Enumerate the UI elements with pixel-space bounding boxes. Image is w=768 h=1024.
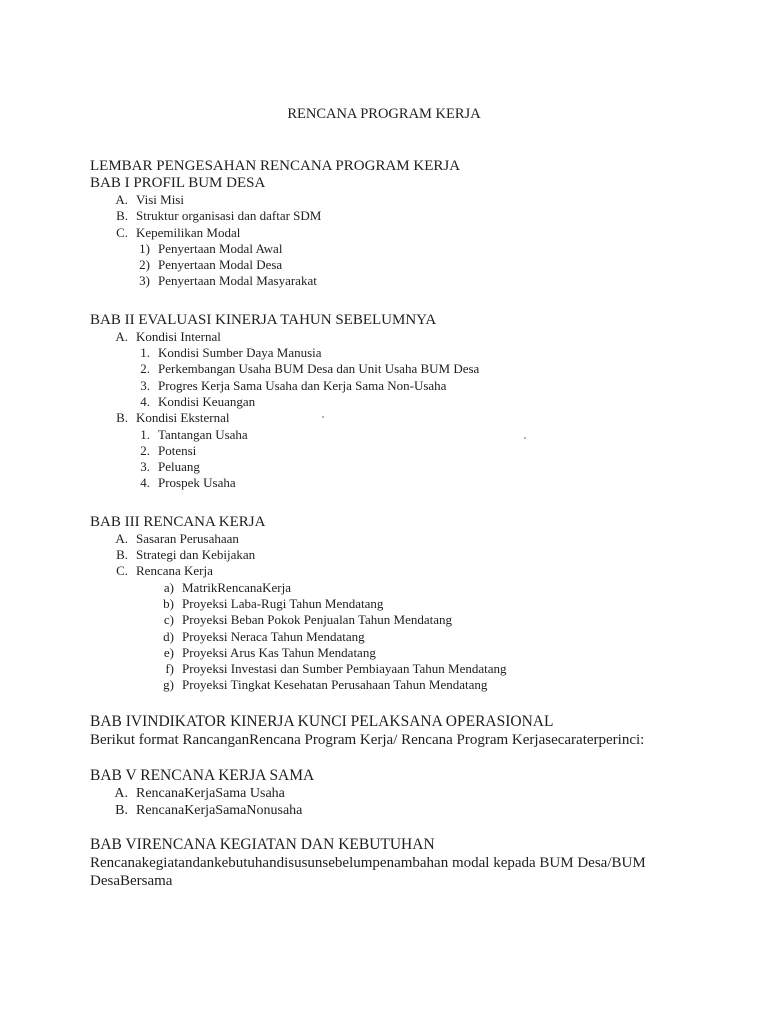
list-item: d) Proyeksi Neraca Tahun Mendatang xyxy=(163,628,365,644)
list-item: c) Proyeksi Beban Pokok Penjualan Tahun Mendatang xyxy=(163,612,453,628)
list-item: 3. Progres Kerja Sama Usaha dan Kerja Sama Non-Usaha xyxy=(140,377,447,393)
list-item: B. Strategi dan Kebijakan xyxy=(116,547,256,563)
list-item: B. RencanaKerjaSamaNonusaha xyxy=(115,802,303,818)
list-item: A. Visi Misi xyxy=(115,192,184,207)
list-item: C. Kepemilikan Modal xyxy=(116,224,241,240)
bab6-paragraph-line1: Rencanakegiatandankebutuhandisusunsebelumpenambahan modal kepada BUM Desa/BUM xyxy=(90,854,646,871)
bab4-heading: BAB IVINDIKATOR KINERJA KUNCI PELAKSANA OPERASIONAL xyxy=(90,712,554,730)
bab5-heading: BAB V RENCANA KERJA SAMA xyxy=(90,766,315,784)
list-item: g) Proyeksi Tingkat Kesehatan Perusahaan Tahun Mendatang xyxy=(163,677,488,693)
bab6-heading: BAB VIRENCANA KEGIATAN DAN KEBUTUHAN xyxy=(90,835,435,853)
list-item: A. Sasaran Perusahaan xyxy=(115,530,239,546)
list-item: 4. Kondisi Keuangan xyxy=(140,393,256,409)
bab1-heading: BAB I PROFIL BUM DESA xyxy=(90,175,266,191)
bab3-heading: BAB III RENCANA KERJA xyxy=(90,513,266,530)
scan-speck xyxy=(524,437,526,439)
page-title: RENCANA PROGRAM KERJA xyxy=(287,106,481,122)
list-item: B. Kondisi Eksternal xyxy=(116,410,230,426)
bab4-paragraph: Berikut format RancanganRencana Program Kerja/ Rencana Program Kerjasecaraterperinci: xyxy=(90,731,645,748)
list-item: b) Proyeksi Laba-Rugi Tahun Mendatang xyxy=(163,595,384,611)
list-item: 2. Perkembangan Usaha BUM Desa dan Unit Usaha BUM Desa xyxy=(140,361,480,377)
list-item: 1) Penyertaan Modal Awal xyxy=(139,240,283,256)
list-item: 3. Peluang xyxy=(140,459,200,475)
list-item: 4. Prospek Usaha xyxy=(140,475,236,491)
bab6-paragraph-line2: DesaBersama xyxy=(90,872,173,889)
list-item: 1. Kondisi Sumber Daya Manusia xyxy=(140,345,322,361)
scan-speck xyxy=(322,416,324,418)
list-item: e) Proyeksi Arus Kas Tahun Mendatang xyxy=(163,644,376,660)
list-item: 2) Penyertaan Modal Desa xyxy=(139,257,283,273)
document-content xyxy=(90,158,730,890)
bab2-heading: BAB II EVALUASI KINERJA TAHUN SEBELUMNYA xyxy=(90,311,437,328)
list-item: 2. Potensi xyxy=(140,442,197,458)
list-item: A. RencanaKerjaSama Usaha xyxy=(114,785,285,801)
list-item: f) Proyeksi Investasi dan Sumber Pembiayaan Tahun Mendatang xyxy=(165,661,507,677)
lembar-pengesahan-heading: LEMBAR PENGESAHAN RENCANA PROGRAM KERJA xyxy=(90,158,461,174)
list-item: 3) Penyertaan Modal Masyarakat xyxy=(139,273,317,289)
list-item: A. Kondisi Internal xyxy=(115,328,221,344)
list-item: 1. Tantangan Usaha xyxy=(140,426,248,442)
list-item: a) MatrikRencanaKerja xyxy=(163,579,292,595)
list-item: C. Rencana Kerja xyxy=(116,563,213,579)
list-item: B. Struktur organisasi dan daftar SDM xyxy=(116,208,322,224)
